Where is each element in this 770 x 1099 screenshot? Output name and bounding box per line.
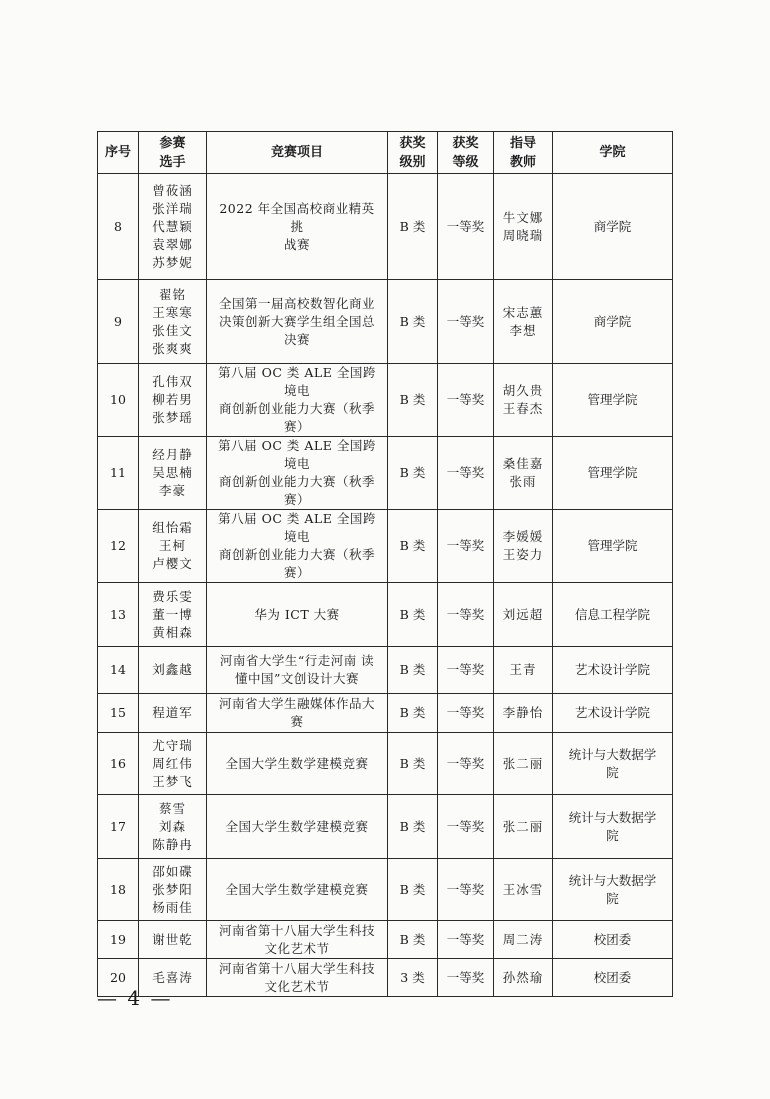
cell-project: 第八届 OC 类 ALE 全国跨境电 商创新创业能力大赛（秋季 赛）	[207, 364, 388, 437]
cell-grade: 一等奖	[438, 694, 494, 733]
cell-participants: 谢世乾	[139, 921, 207, 959]
cell-participants: 孔伟双 柳若男 张梦瑶	[139, 364, 207, 437]
header-level: 获奖 级别	[388, 132, 438, 174]
cell-teachers: 张二丽	[494, 733, 553, 795]
cell-level: B 类	[388, 437, 438, 510]
table-row	[98, 437, 673, 510]
cell-participants: 刘鑫越	[139, 647, 207, 694]
header-college: 学院	[553, 132, 673, 174]
table-row	[98, 280, 673, 364]
cell-seq: 9	[98, 280, 139, 364]
table-row	[98, 733, 673, 795]
table-row	[98, 510, 673, 583]
cell-project: 河南省大学生融媒体作品大 赛	[207, 694, 388, 733]
cell-level: B 类	[388, 694, 438, 733]
cell-college: 商学院	[553, 174, 673, 280]
cell-grade: 一等奖	[438, 959, 494, 997]
header-row	[98, 132, 673, 174]
header-project: 竞赛项目	[207, 132, 388, 174]
header-participants: 参赛 选手	[139, 132, 207, 174]
table-row	[98, 174, 673, 280]
cell-project: 全国大学生数学建模竞赛	[207, 859, 388, 921]
cell-college: 管理学院	[553, 437, 673, 510]
cell-teachers: 刘远超	[494, 583, 553, 647]
cell-grade: 一等奖	[438, 437, 494, 510]
cell-college: 管理学院	[553, 510, 673, 583]
cell-participants: 经月静 吴思楠 李豪	[139, 437, 207, 510]
table-row	[98, 364, 673, 437]
cell-college: 管理学院	[553, 364, 673, 437]
cell-level: B 类	[388, 510, 438, 583]
cell-level: B 类	[388, 647, 438, 694]
cell-college: 校团委	[553, 921, 673, 959]
page-number: — 4 —	[97, 986, 173, 1010]
cell-grade: 一等奖	[438, 859, 494, 921]
cell-participants: 邵如碟 张梦阳 杨雨佳	[139, 859, 207, 921]
cell-seq: 14	[98, 647, 139, 694]
cell-seq: 16	[98, 733, 139, 795]
cell-college: 信息工程学院	[553, 583, 673, 647]
cell-level: B 类	[388, 364, 438, 437]
cell-teachers: 孙然瑜	[494, 959, 553, 997]
table-row	[98, 583, 673, 647]
cell-college: 商学院	[553, 280, 673, 364]
cell-college: 统计与大数据学 院	[553, 859, 673, 921]
cell-level: B 类	[388, 733, 438, 795]
cell-project: 第八届 OC 类 ALE 全国跨境电 商创新创业能力大赛（秋季 赛）	[207, 437, 388, 510]
cell-college: 校团委	[553, 959, 673, 997]
cell-grade: 一等奖	[438, 510, 494, 583]
cell-level: B 类	[388, 795, 438, 859]
header-grade: 获奖 等级	[438, 132, 494, 174]
cell-project: 2022 年全国高校商业精英挑 战赛	[207, 174, 388, 280]
cell-teachers: 王冰雪	[494, 859, 553, 921]
cell-level: B 类	[388, 921, 438, 959]
cell-project: 河南省第十八届大学生科技 文化艺术节	[207, 959, 388, 997]
cell-participants: 组怡霜 王柯 卢樱文	[139, 510, 207, 583]
cell-seq: 20	[98, 959, 139, 997]
cell-teachers: 王青	[494, 647, 553, 694]
cell-grade: 一等奖	[438, 921, 494, 959]
cell-participants: 曾莜涵 张洋瑞 代慧颖 袁翠娜 苏梦妮	[139, 174, 207, 280]
table-row	[98, 921, 673, 959]
cell-teachers: 宋志蕙 李想	[494, 280, 553, 364]
cell-teachers: 桑佳嘉 张雨	[494, 437, 553, 510]
cell-project: 河南省第十八届大学生科技 文化艺术节	[207, 921, 388, 959]
cell-seq: 11	[98, 437, 139, 510]
cell-teachers: 李媛媛 王姿力	[494, 510, 553, 583]
cell-level: B 类	[388, 174, 438, 280]
cell-grade: 一等奖	[438, 280, 494, 364]
cell-project: 全国大学生数学建模竞赛	[207, 733, 388, 795]
cell-level: 3 类	[388, 959, 438, 997]
cell-seq: 8	[98, 174, 139, 280]
cell-teachers: 胡久贵 王春杰	[494, 364, 553, 437]
cell-participants: 费乐雯 董一博 黄相森	[139, 583, 207, 647]
cell-project: 第八届 OC 类 ALE 全国跨境电 商创新创业能力大赛（秋季 赛）	[207, 510, 388, 583]
cell-college: 艺术设计学院	[553, 694, 673, 733]
cell-grade: 一等奖	[438, 647, 494, 694]
cell-grade: 一等奖	[438, 174, 494, 280]
cell-teachers: 张二丽	[494, 795, 553, 859]
cell-project: 全国第一届高校数智化商业 决策创新大赛学生组全国总 决赛	[207, 280, 388, 364]
cell-participants: 蔡雪 刘森 陈静冉	[139, 795, 207, 859]
cell-participants: 毛喜涛	[139, 959, 207, 997]
table-row	[98, 694, 673, 733]
cell-college: 艺术设计学院	[553, 647, 673, 694]
table-row	[98, 959, 673, 997]
cell-participants: 尤守瑞 周红伟 王梦飞	[139, 733, 207, 795]
cell-seq: 17	[98, 795, 139, 859]
cell-participants: 翟铭 王寒寒 张佳文 张爽爽	[139, 280, 207, 364]
cell-level: B 类	[388, 859, 438, 921]
cell-college: 统计与大数据学 院	[553, 795, 673, 859]
cell-grade: 一等奖	[438, 364, 494, 437]
header-seq: 序号	[98, 132, 139, 174]
cell-project: 河南省大学生“行走河南 读 懂中国”文创设计大赛	[207, 647, 388, 694]
header-teachers: 指导 教师	[494, 132, 553, 174]
cell-teachers: 李静怡	[494, 694, 553, 733]
awards-table	[97, 131, 673, 997]
table-row	[98, 647, 673, 694]
cell-seq: 15	[98, 694, 139, 733]
cell-seq: 12	[98, 510, 139, 583]
cell-level: B 类	[388, 280, 438, 364]
table-row	[98, 859, 673, 921]
cell-level: B 类	[388, 583, 438, 647]
cell-seq: 13	[98, 583, 139, 647]
cell-participants: 程道军	[139, 694, 207, 733]
cell-grade: 一等奖	[438, 795, 494, 859]
cell-teachers: 牛文娜 周晓瑞	[494, 174, 553, 280]
cell-seq: 18	[98, 859, 139, 921]
cell-project: 全国大学生数学建模竞赛	[207, 795, 388, 859]
cell-seq: 19	[98, 921, 139, 959]
cell-college: 统计与大数据学 院	[553, 733, 673, 795]
cell-project: 华为 ICT 大赛	[207, 583, 388, 647]
cell-teachers: 周二涛	[494, 921, 553, 959]
cell-seq: 10	[98, 364, 139, 437]
cell-grade: 一等奖	[438, 583, 494, 647]
table-row	[98, 795, 673, 859]
cell-grade: 一等奖	[438, 733, 494, 795]
